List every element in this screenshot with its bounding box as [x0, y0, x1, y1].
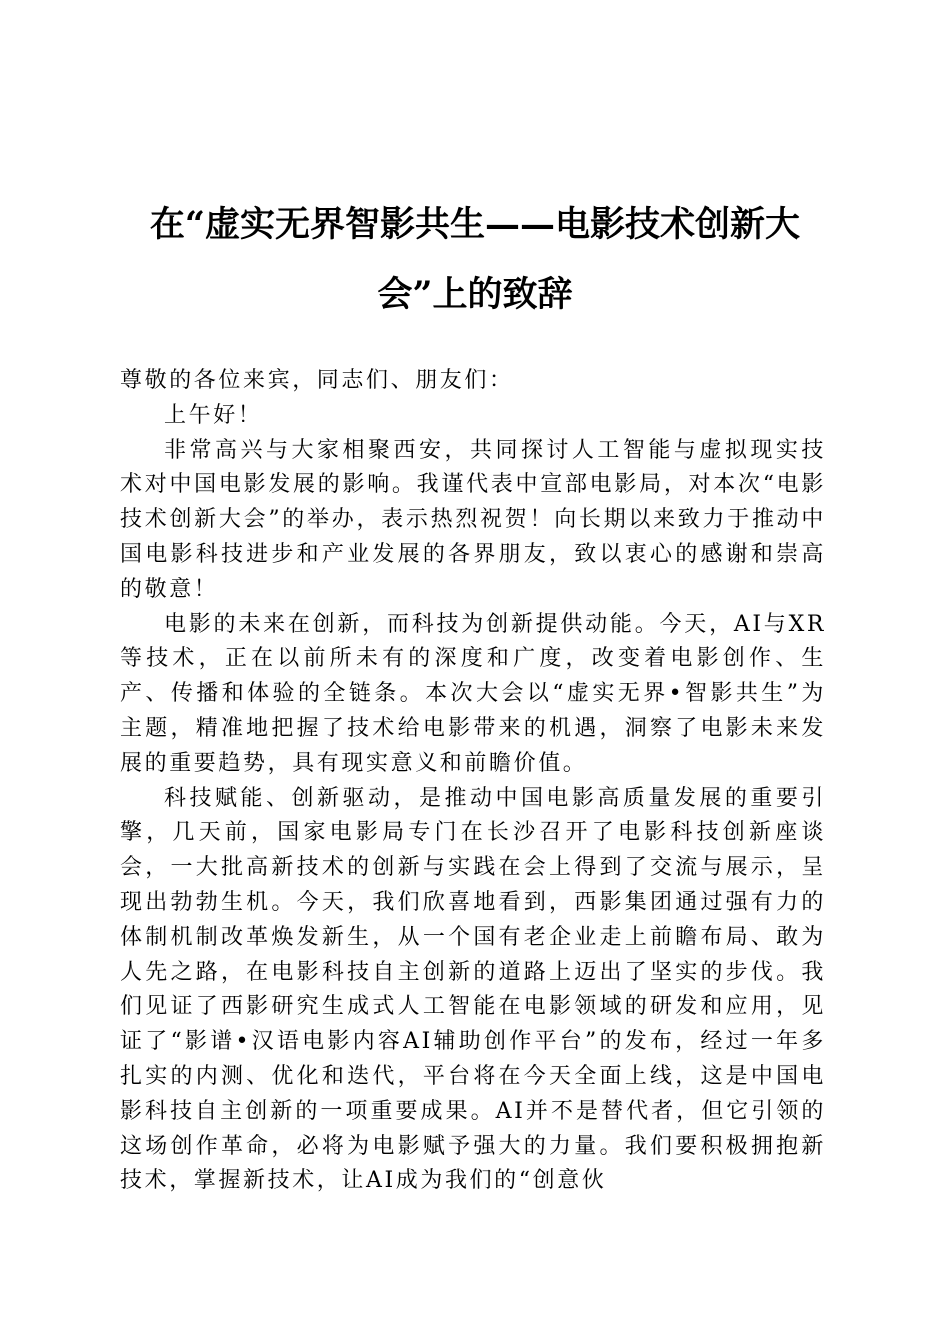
salutation: 尊敬的各位来宾，同志们、朋友们：	[120, 368, 514, 393]
body-paragraph: 科技赋能、创新驱动，是推动中国电影高质量发展的重要引擎，几天前，国家电影局专门在长沙召开了电影科技创新座谈会，一大批高新技术的创新与实践在会上得到了交流与展示，呈现出勃勃生机。今天，我们欣喜地看到，西影集团通过强有力的体制机制改革焕发新生，从一个国有老企业走上前瞻布局、敢为人先之路，在电影科技自主创新的道路上迈出了坚实的步伐。我们见证了西影研究生成式人工智能在电影领域的研发和应用，见证了“影谱•汉语电影内容AI辅助创作平台”的发布，经过一年多扎实的内测、优化和迭代，平台将在今天全面上线，这是中国电影科技自主创新的一项重要成果。AI并不是替代者，但它引领的这场创作革命，必将为电影赋予强大的力量。我们要积极拥抱新技术，掌握新技术，让AI成为我们的“创意伙	[120, 785, 826, 1194]
body-paragraph: 电影的未来在创新，而科技为创新提供动能。今天，AI与XR等技术，正在以前所未有的深度和广度，改变着电影创作、生产、传播和体验的全链条。本次大会以“虚实无界•智影共生”为主题，精准地把握了技术给电影带来的机遇，洞察了电影未来发展的重要趋势，具有现实意义和前瞻价值。	[120, 611, 826, 776]
document-body	[120, 364, 826, 1199]
body-paragraph: 非常高兴与大家相聚西安，共同探讨人工智能与虚拟现实技术对中国电影发展的影响。我谨代表中宣部电影局，对本次“电影技术创新大会”的举办，表示热烈祝贺！向长期以来致力于推动中国电影科技进步和产业发展的各界朋友，致以衷心的感谢和崇高的敬意！	[120, 437, 826, 602]
title-line-2: 会”上的致辞	[377, 274, 573, 315]
greeting-paragraph: 上午好！	[164, 402, 263, 428]
document-title	[120, 190, 830, 330]
title-line-1: 在“虚实无界智影共生——电影技术创新大	[149, 204, 801, 245]
